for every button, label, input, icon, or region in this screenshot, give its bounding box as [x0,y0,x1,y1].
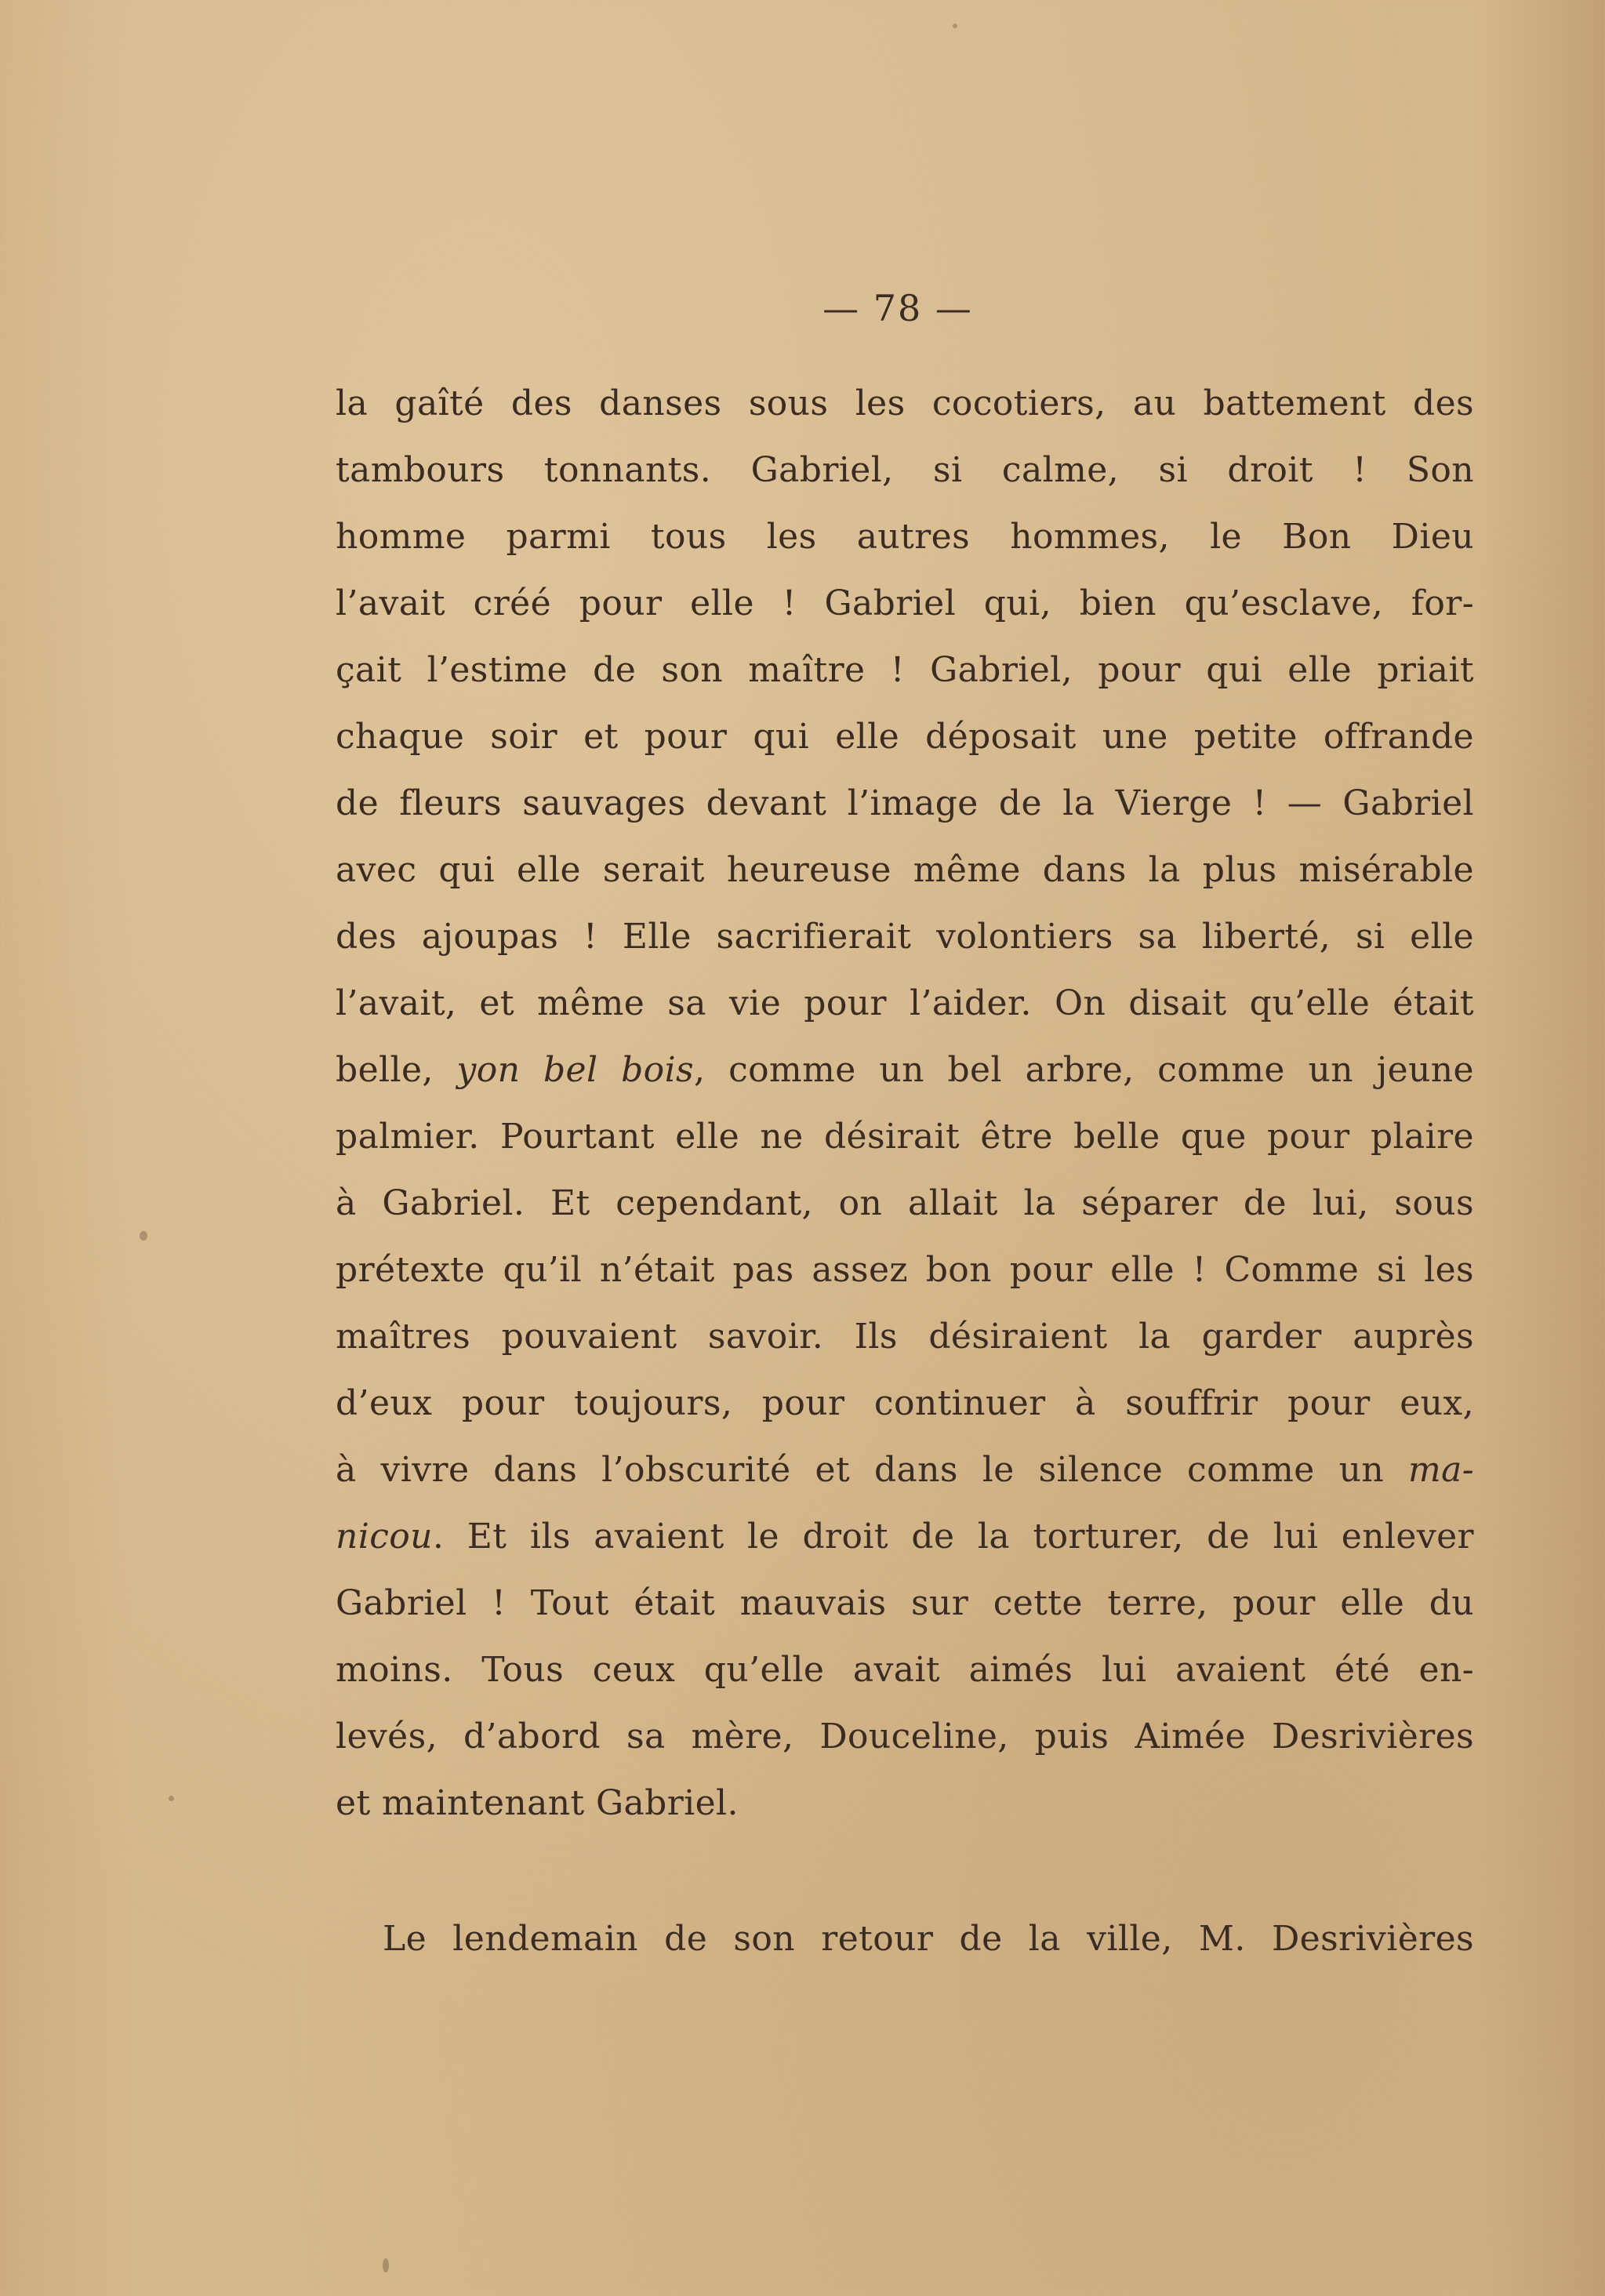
paper-speck [140,1231,147,1241]
text-line: belle, yon bel bois, comme un bel arbre, comme un jeune [336,1050,1474,1090]
text-line: homme parmi tous les autres hommes, le Bon Dieu [336,517,1474,557]
text-line: nicou. Et ils avaient le droit de la torturer, de lui enlever [336,1517,1474,1557]
text-line: Gabriel ! Tout était mauvais sur cette terre, pour elle du [336,1583,1474,1623]
text-line: prétexte qu’il n’était pas assez bon pour elle ! Comme si les [336,1250,1474,1290]
paper-speck [953,24,957,28]
text-line: la gaîté des danses sous les cocotiers, au battement des [336,383,1474,423]
text-line: çait l’estime de son maître ! Gabriel, pour qui elle priait [336,650,1474,690]
text-line: à Gabriel. Et cependant, on allait la séparer de lui, sous [336,1183,1474,1223]
text-line: et maintenant Gabriel. [336,1783,739,1823]
text-line: Le lendemain de son retour de la ville, M. Desrivières [383,1919,1474,1959]
text-line: l’avait créé pour elle ! Gabriel qui, bien qu’esclave, for- [336,583,1474,623]
page-number: — 78 — [822,287,973,329]
text-line: avec qui elle serait heureuse même dans la plus misérable [336,850,1474,890]
text-line: moins. Tous ceux qu’elle avait aimés lui avaient été en- [336,1650,1474,1690]
italic-phrase: yon bel bois [456,1050,695,1090]
text-line: chaque soir et pour qui elle déposait une petite offrande [336,717,1474,757]
text-line: des ajoupas ! Elle sacrifierait volontiers sa liberté, si elle [336,917,1474,957]
text-line: maîtres pouvaient savoir. Ils désiraient la garder auprès [336,1317,1474,1357]
paragraph-1 [336,370,1474,1836]
text-line: levés, d’abord sa mère, Douceline, puis Aimée Desrivières [336,1717,1474,1757]
paragraph-2 [383,1905,1474,1972]
paper-speck [169,1796,174,1801]
text-line: l’avait, et même sa vie pour l’aider. On disait qu’elle était [336,983,1474,1023]
text-line: palmier. Pourtant elle ne désirait être belle que pour plaire [336,1117,1474,1157]
text-line: tambours tonnants. Gabriel, si calme, si droit ! Son [336,450,1474,490]
text-line: à vivre dans l’obscurité et dans le silence comme un ma- [336,1450,1474,1490]
italic-word: nicou [336,1517,433,1557]
italic-word: ma- [1407,1450,1474,1490]
paper-speck [383,2258,389,2272]
text-line: d’eux pour toujours, pour continuer à souffrir pour eux, [336,1383,1474,1423]
text-line: de fleurs sauvages devant l’image de la Vierge ! — Gabriel [336,783,1474,823]
